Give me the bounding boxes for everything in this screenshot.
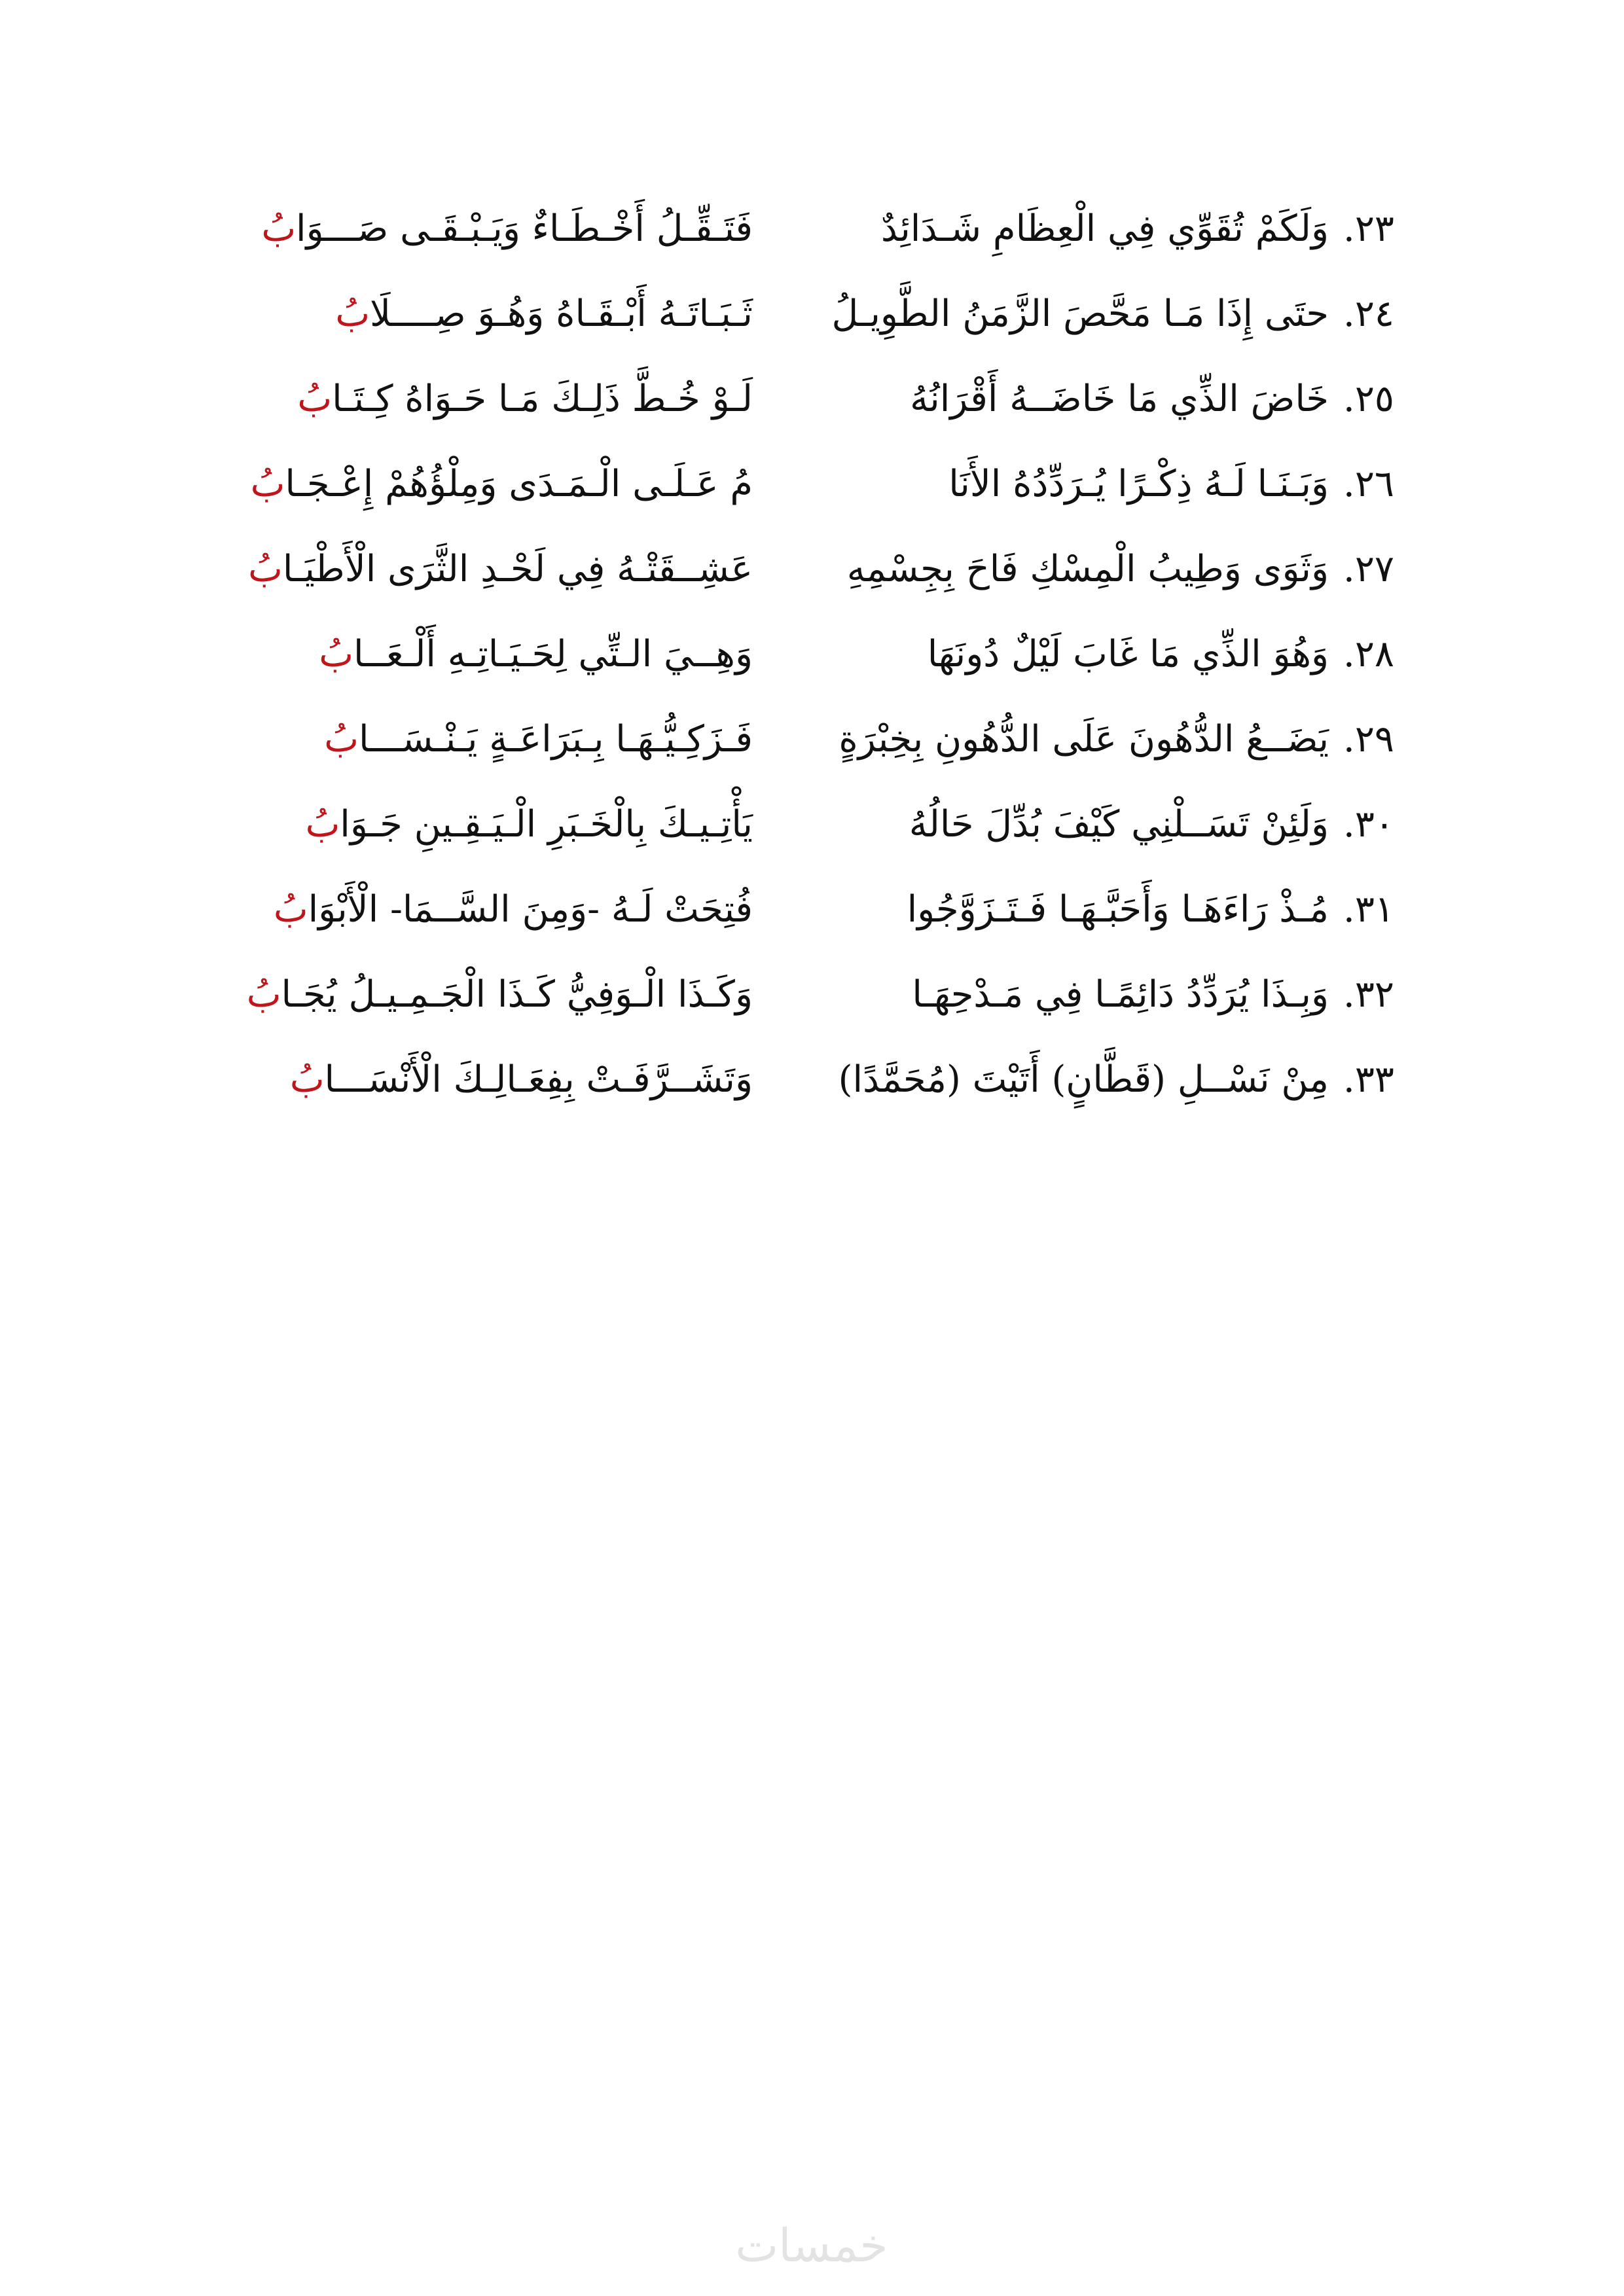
ajuz-text: فُتِحَتْ لَـهُ -وَمِنَ السَّــمَا- الْأَبْوَا <box>308 888 753 931</box>
verse-first-hemistich <box>897 962 1394 1028</box>
verse-number: ٣٢. <box>1343 973 1394 1016</box>
verse-second-hemistich <box>255 622 753 687</box>
ajuz-text: وَتَشَــرَّفَـتْ بِفِعَـالِـكَ الْأَنْسَـــا <box>324 1058 753 1101</box>
sadr-text: خَاضَ الذِّي مَا خَاضَــهُ أَقْرَانُهُ <box>910 378 1329 420</box>
verse-line <box>255 1047 1394 1132</box>
ajuz-text: يَأْتِـيـكَ بِالْخَـبَرِ الْـيَـقِـينِ جَـوَا <box>340 803 753 846</box>
verse-number: ٢٧. <box>1343 548 1394 590</box>
rhyme-letter: بُ <box>250 463 285 505</box>
ajuz-text: فَـزَكِـيُّـهَـا بِـبَرَاعَـةٍ يَـنْـسَـــا <box>358 718 753 761</box>
sadr-text: وَهُوَ الذِّي مَا غَابَ لَيْلٌ دُونَهَا <box>927 633 1329 675</box>
verse-second-hemistich <box>255 196 753 262</box>
ajuz-text: لَـوْ خُـطَّ ذَلِـكَ مَـا حَـوَاهُ كِـتَـا <box>332 378 753 420</box>
verse-line <box>246 962 1394 1047</box>
sadr-text: مُـذْ رَاءَهَـا وَأَحَبَّـهَـا فَـتَـزَوَّجُوا <box>907 888 1329 931</box>
verse-second-hemistich <box>255 1047 753 1113</box>
verse-line <box>255 792 1394 877</box>
verse-line <box>255 707 1394 792</box>
rhyme-letter: بُ <box>289 1058 325 1101</box>
verse-second-hemistich <box>250 452 753 517</box>
sadr-text: يَضَــعُ الدُّهُونَ عَلَى الدُّهُونِ بِخِبْرَةٍ <box>839 718 1329 761</box>
verse-first-hemistich <box>897 877 1394 942</box>
rhyme-letter: بُ <box>248 548 283 590</box>
verse-line <box>255 877 1394 962</box>
ajuz-text: عَشِــقَتْـهُ فِي لَحْـدِ الثَّرَى الْأَطْيَـا <box>282 548 753 590</box>
verse-line <box>255 281 1394 367</box>
rhyme-letter: بُ <box>273 888 308 931</box>
verse-second-hemistich <box>255 707 753 772</box>
ajuz-text: وَكَـذَا الْـوَفِيُّ كَـذَا الْجَـمِـيـلُ يُجَـا <box>281 973 753 1016</box>
ajuz-text: مُ عَـلَـى الْـمَـدَى وَمِلْؤُهُمْ إِعْـجَـا <box>285 463 753 505</box>
verse-line <box>255 367 1394 452</box>
verse-line <box>255 622 1394 707</box>
verse-number: ٢٩. <box>1343 718 1394 761</box>
verse-line <box>248 537 1394 622</box>
sadr-text: وَلَكَمْ تُقَوِّي فِي الْعِظَامِ شَـدَائِدٌ <box>880 207 1329 250</box>
sadr-text: وَبِـذَا يُرَدِّدُ دَائِمًـا فِي مَـدْحِهَـا <box>912 973 1329 1016</box>
rhyme-letter: بُ <box>297 378 333 420</box>
verse-number: ٢٣. <box>1343 207 1394 250</box>
poem-block <box>246 196 1394 1132</box>
rhyme-letter: بُ <box>246 973 281 1016</box>
verse-first-hemistich <box>897 367 1394 432</box>
ajuz-text: وَهِــيَ الـتِّي لِحَـيَـاتِـهِ أَلْـعَــا <box>353 633 753 675</box>
ajuz-text: فَتَـقِّـلُ أَخْـطَـاءٌ وَيَـبْـقَـى صَـــوَا <box>296 207 753 250</box>
rhyme-letter: بُ <box>261 207 297 250</box>
sadr-text: وَثَوَى وَطِيبُ الْمِسْكِ فَاحَ بِجِسْمِهِ <box>846 548 1329 590</box>
verse-number: ٣٣. <box>1343 1058 1394 1101</box>
verse-second-hemistich <box>255 792 753 857</box>
verse-first-hemistich <box>897 792 1394 857</box>
verse-first-hemistich <box>831 281 1394 347</box>
verse-second-hemistich <box>255 877 753 942</box>
rhyme-letter: بُ <box>319 633 354 675</box>
verse-first-hemistich <box>838 1047 1394 1113</box>
verse-first-hemistich <box>897 622 1394 687</box>
verse-line <box>255 196 1394 281</box>
rhyme-letter: بُ <box>335 293 370 335</box>
sadr-text: مِنْ نَسْــلِ (قَطَّانٍ) أَتَيْتَ (مُحَمَّدًا) <box>838 1058 1329 1101</box>
rhyme-letter: بُ <box>305 803 340 846</box>
verse-number: ٢٨. <box>1343 633 1394 675</box>
verse-number: ٢٥. <box>1343 378 1394 420</box>
verse-second-hemistich <box>246 962 753 1028</box>
rhyme-letter: بُ <box>324 718 359 761</box>
verse-number: ٣٠. <box>1343 803 1394 846</box>
verse-second-hemistich <box>248 537 753 602</box>
verse-number: ٢٦. <box>1343 463 1394 505</box>
verse-first-hemistich <box>897 452 1394 517</box>
verse-line <box>250 452 1394 537</box>
sadr-text: وَلَئِنْ تَسَــلْنِي كَيْفَ بُدِّلَ حَالُهُ <box>909 803 1329 846</box>
sadr-text: حتَى إِذَا مَـا مَحَّصَ الزَّمَنُ الطَّوِيـلُ <box>831 293 1329 335</box>
ajuz-text: ثَـبَـاتَـهُ أَبْـقَـاهُ وَهُـوَ صِــــلَا <box>370 293 753 335</box>
watermark-logo: خمسات <box>735 2219 888 2272</box>
verse-second-hemistich <box>255 281 753 347</box>
verse-number: ٢٤. <box>1343 293 1394 335</box>
verse-first-hemistich <box>839 707 1394 772</box>
verse-number: ٣١. <box>1343 888 1394 931</box>
verse-first-hemistich <box>846 537 1394 602</box>
verse-first-hemistich <box>880 196 1394 262</box>
sadr-text: وَبَـنَـا لَـهُ ذِكْـرًا يُـرَدِّدُهُ الأَنَا <box>948 463 1329 505</box>
verse-second-hemistich <box>255 367 753 432</box>
